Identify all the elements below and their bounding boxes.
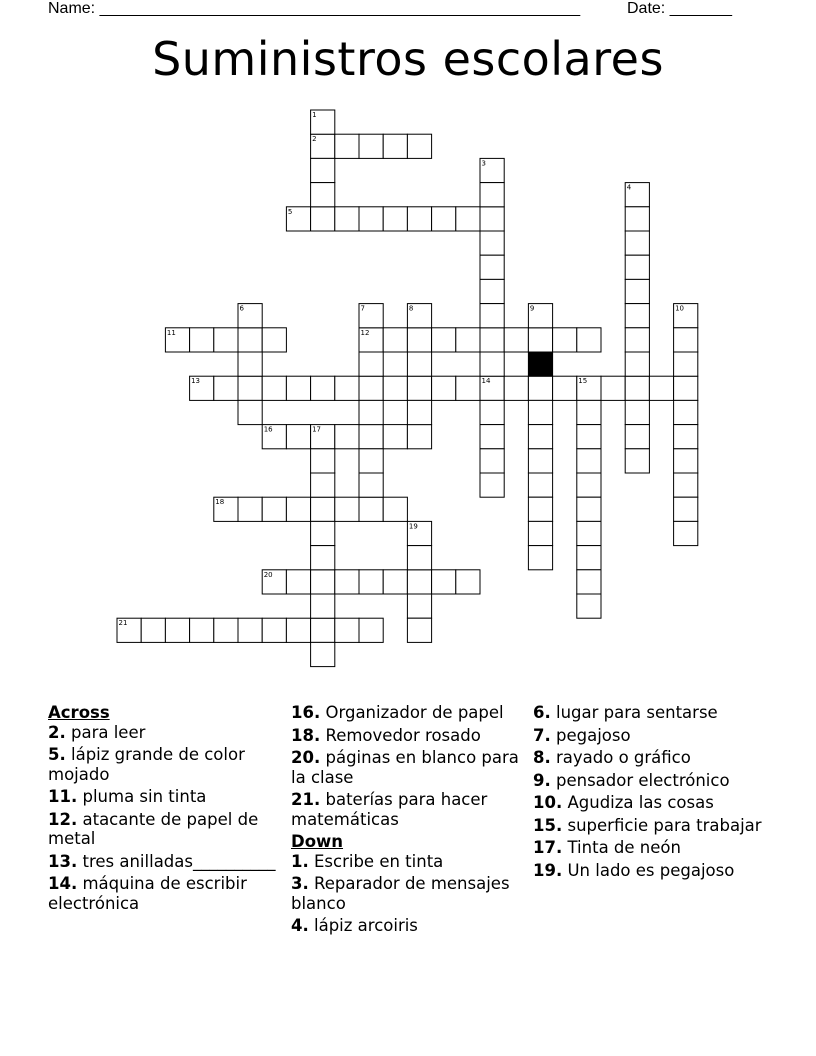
grid-cell[interactable]: [407, 328, 431, 352]
clue-number-4: 4: [626, 183, 632, 192]
clue-number-18: 18: [215, 498, 225, 507]
grid-cell[interactable]: [528, 376, 552, 400]
grid-cell[interactable]: [625, 255, 649, 279]
clue-number-11: 11: [166, 328, 176, 337]
clue-across-12: 12. atacante de papel de metal: [48, 809, 259, 848]
grid-cell[interactable]: [335, 425, 359, 449]
grid-cell[interactable]: [141, 618, 165, 642]
grid-cell[interactable]: [577, 473, 601, 497]
grid-cell[interactable]: [625, 400, 649, 424]
grid-cell[interactable]: [238, 352, 262, 376]
date-field-label: Date: _______: [627, 0, 732, 17]
grid-cell[interactable]: [480, 207, 504, 231]
grid-cell[interactable]: [286, 425, 310, 449]
grid-cell[interactable]: [407, 618, 431, 642]
grid-cell[interactable]: [407, 400, 431, 424]
grid-cell[interactable]: [432, 376, 456, 400]
clue-number-9: 9: [529, 304, 535, 313]
grid-cell[interactable]: [528, 449, 552, 473]
grid-cell[interactable]: [407, 546, 431, 570]
grid-cell[interactable]: [528, 497, 552, 521]
grid-cell[interactable]: [480, 279, 504, 303]
grid-cell[interactable]: [577, 521, 601, 545]
grid-cell[interactable]: [480, 231, 504, 255]
clues-column-2: [291, 703, 521, 939]
grid-cell[interactable]: [359, 618, 383, 642]
grid-cell[interactable]: [674, 521, 698, 545]
clue-down-19: 19. Un lado es pegajoso: [533, 860, 735, 880]
page-title: Suministros escolares: [152, 32, 664, 86]
grid-cell[interactable]: [528, 521, 552, 545]
clue-down-3: 3. Reparador de mensajes blanco: [291, 874, 510, 913]
grid-cell[interactable]: [190, 618, 214, 642]
clue-number-20: 20: [263, 570, 273, 579]
grid-cell[interactable]: [286, 376, 310, 400]
grid-cell[interactable]: [311, 158, 335, 182]
grid-cell-black: [528, 352, 552, 376]
clue-across-21: 21. baterías para hacer matemáticas: [291, 790, 488, 829]
grid-cell[interactable]: [359, 376, 383, 400]
grid-cell[interactable]: [383, 570, 407, 594]
name-field-label: Name: ______________________________________________________: [48, 0, 581, 17]
grid-cell[interactable]: [504, 328, 528, 352]
grid-cell[interactable]: [407, 570, 431, 594]
clue-number-16: 16: [263, 425, 273, 434]
down-heading: Down: [291, 832, 344, 851]
grid-cell[interactable]: [262, 618, 286, 642]
grid-cell[interactable]: [311, 376, 335, 400]
grid-cell[interactable]: [432, 328, 456, 352]
clue-number-8: 8: [408, 304, 414, 313]
grid-cell[interactable]: [359, 400, 383, 424]
grid-cell[interactable]: [383, 425, 407, 449]
grid-cell[interactable]: [407, 207, 431, 231]
grid-cell[interactable]: [528, 546, 552, 570]
grid-cell[interactable]: [311, 642, 335, 666]
clue-down-10: 10. Agudiza las cosas: [533, 793, 714, 812]
grid-cell[interactable]: [359, 207, 383, 231]
grid-cell[interactable]: [407, 352, 431, 376]
clue-number-14: 14: [481, 377, 491, 386]
clue-down-4: 4. lápiz arcoiris: [291, 916, 418, 935]
grid-cell[interactable]: [649, 376, 673, 400]
grid-cell[interactable]: [480, 183, 504, 207]
grid-cell[interactable]: [553, 328, 577, 352]
clue-across-2: 2. para leer: [48, 722, 146, 742]
grid-cell[interactable]: [577, 570, 601, 594]
clue-down-15: 15. superficie para trabajar: [533, 815, 762, 835]
grid-cell[interactable]: [674, 449, 698, 473]
grid-cell[interactable]: [383, 328, 407, 352]
grid-cell[interactable]: [383, 376, 407, 400]
grid-cell[interactable]: [383, 207, 407, 231]
clue-number-5: 5: [287, 207, 293, 216]
clue-down-6: 6. lugar para sentarse: [533, 703, 718, 722]
clue-number-13: 13: [191, 377, 201, 386]
grid-cell[interactable]: [383, 134, 407, 158]
grid-cell[interactable]: [456, 376, 480, 400]
grid-cell[interactable]: [674, 352, 698, 376]
clue-number-3: 3: [481, 159, 486, 168]
clues-column-1: [48, 703, 278, 916]
clue-number-10: 10: [675, 304, 685, 313]
grid-cell[interactable]: [335, 618, 359, 642]
clue-number-19: 19: [408, 522, 418, 531]
clue-down-9: 9. pensador electrónico: [533, 770, 730, 790]
grid-cell[interactable]: [674, 473, 698, 497]
grid-cell[interactable]: [335, 570, 359, 594]
grid-cell[interactable]: [335, 134, 359, 158]
grid-cell[interactable]: [432, 207, 456, 231]
grid-cell[interactable]: [214, 376, 238, 400]
grid-cell[interactable]: [674, 376, 698, 400]
grid-cell[interactable]: [359, 134, 383, 158]
grid-cell[interactable]: [456, 207, 480, 231]
clue-down-1: 1. Escribe en tinta: [291, 851, 444, 871]
grid-cell[interactable]: [359, 352, 383, 376]
grid-cell[interactable]: [625, 231, 649, 255]
clue-across-14: 14. máquina de escribir electrónica: [48, 874, 247, 913]
clue-across-20: 20. páginas en blanco para la clase: [291, 748, 519, 787]
grid-cell[interactable]: [190, 328, 214, 352]
across-heading: Across: [48, 703, 110, 722]
grid-cell[interactable]: [311, 570, 335, 594]
grid-cell[interactable]: [359, 570, 383, 594]
grid-cell[interactable]: [359, 497, 383, 521]
grid-cell[interactable]: [480, 352, 504, 376]
grid-cell[interactable]: [383, 497, 407, 521]
clue-number-15: 15: [578, 377, 588, 386]
clue-across-13: 13. tres anilladas__________: [48, 851, 276, 871]
grid-cell[interactable]: [359, 449, 383, 473]
grid-cell[interactable]: [311, 473, 335, 497]
grid-cell[interactable]: [311, 207, 335, 231]
grid-cell[interactable]: [214, 618, 238, 642]
grid-cell[interactable]: [504, 376, 528, 400]
grid-cell[interactable]: [407, 376, 431, 400]
grid-cell[interactable]: [432, 570, 456, 594]
grid-cell[interactable]: [335, 207, 359, 231]
clue-number-1: 1: [312, 111, 317, 119]
grid-cell[interactable]: [286, 570, 310, 594]
grid-cell[interactable]: [528, 328, 552, 352]
grid-cell[interactable]: [262, 328, 286, 352]
grid-cell[interactable]: [625, 279, 649, 303]
grid-cell[interactable]: [577, 497, 601, 521]
grid-cell[interactable]: [528, 425, 552, 449]
grid-cell[interactable]: [625, 425, 649, 449]
grid-cell[interactable]: [407, 594, 431, 618]
grid-cell[interactable]: [528, 400, 552, 424]
grid-cell[interactable]: [674, 497, 698, 521]
grid-cell[interactable]: [480, 328, 504, 352]
grid-cell[interactable]: [238, 618, 262, 642]
grid-cell[interactable]: [577, 400, 601, 424]
grid-cell[interactable]: [359, 473, 383, 497]
grid-cell[interactable]: [553, 376, 577, 400]
grid-cell[interactable]: [480, 255, 504, 279]
grid-cell[interactable]: [601, 376, 625, 400]
clue-number-7: 7: [360, 304, 365, 313]
grid-cell[interactable]: [625, 376, 649, 400]
grid-cell[interactable]: [577, 546, 601, 570]
grid-cell[interactable]: [311, 618, 335, 642]
grid-cell[interactable]: [456, 328, 480, 352]
grid-cell[interactable]: [262, 497, 286, 521]
grid-cell[interactable]: [286, 497, 310, 521]
clue-number-21: 21: [118, 619, 128, 628]
grid-cell[interactable]: [577, 328, 601, 352]
grid-cell[interactable]: [674, 425, 698, 449]
clue-down-8: 8. rayado o gráfico: [533, 748, 691, 767]
grid-cell[interactable]: [238, 328, 262, 352]
grid-cell[interactable]: [262, 376, 286, 400]
clue-across-16: 16. Organizador de papel: [291, 703, 504, 722]
grid-cell[interactable]: [577, 594, 601, 618]
clue-number-6: 6: [239, 304, 244, 313]
clue-number-2: 2: [312, 135, 317, 144]
grid-cell[interactable]: [214, 328, 238, 352]
grid-cell[interactable]: [238, 497, 262, 521]
grid-cell[interactable]: [480, 473, 504, 497]
grid-cell[interactable]: [407, 134, 431, 158]
grid-cell[interactable]: [407, 425, 431, 449]
grid-cell[interactable]: [165, 618, 189, 642]
grid-cell[interactable]: [674, 328, 698, 352]
grid-cell[interactable]: [674, 400, 698, 424]
grid-cell[interactable]: [625, 449, 649, 473]
clue-across-5: 5. lápiz grande de color mojado: [48, 745, 245, 784]
grid-cell[interactable]: [480, 425, 504, 449]
clue-number-17: 17: [312, 425, 322, 434]
grid-cell[interactable]: [238, 400, 262, 424]
grid-cell[interactable]: [528, 473, 552, 497]
grid-cell[interactable]: [311, 449, 335, 473]
clue-across-11: 11. pluma sin tinta: [48, 787, 207, 806]
grid-cell[interactable]: [311, 183, 335, 207]
grid-cell[interactable]: [286, 618, 310, 642]
clues-column-3: [533, 703, 783, 883]
grid-cell[interactable]: [625, 328, 649, 352]
grid-cell[interactable]: [311, 594, 335, 618]
clue-down-17: 17. Tinta de neón: [533, 838, 681, 857]
grid-cell[interactable]: [456, 570, 480, 594]
grid-cell[interactable]: [625, 304, 649, 328]
grid-cell[interactable]: [480, 449, 504, 473]
grid-cell[interactable]: [335, 376, 359, 400]
grid-cell[interactable]: [311, 497, 335, 521]
grid-cell[interactable]: [480, 304, 504, 328]
grid-cell[interactable]: [311, 546, 335, 570]
grid-cell[interactable]: [480, 400, 504, 424]
grid-cell[interactable]: [625, 207, 649, 231]
grid-cell[interactable]: [359, 425, 383, 449]
grid-cell[interactable]: [311, 521, 335, 545]
grid-cell[interactable]: [238, 376, 262, 400]
grid-cell[interactable]: [577, 449, 601, 473]
clue-down-7: 7. pegajoso: [533, 725, 631, 745]
grid-cell[interactable]: [625, 352, 649, 376]
clue-across-18: 18. Removedor rosado: [291, 725, 481, 745]
grid-cell[interactable]: [335, 497, 359, 521]
grid-cell[interactable]: [577, 425, 601, 449]
clue-number-12: 12: [360, 328, 370, 337]
